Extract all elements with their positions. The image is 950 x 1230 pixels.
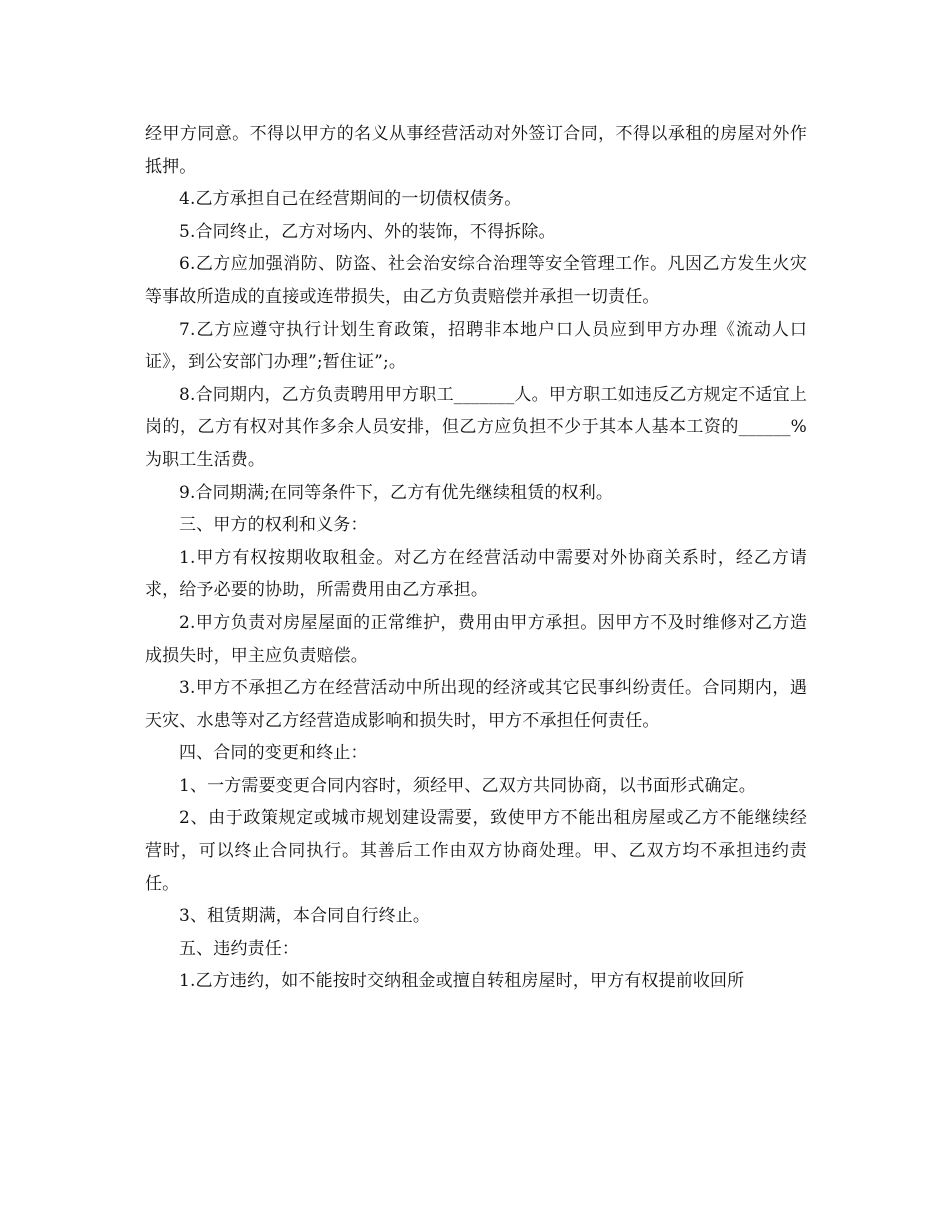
paragraph-clause-5: 5.合同终止，乙方对场内、外的装饰，不得拆除。: [179, 221, 556, 242]
paragraph-clause-9: 9.合同期满;在同等条件下，乙方有优先继续租赁的权利。: [179, 482, 613, 503]
paragraph-clause-8: 8.合同期内，乙方负责聘用甲方职工_______人。甲方职工如违反乙方规定不适宜上岗的，乙方有权对其作多余人员安排，但乙方应负担不少于其本人基本工资的______%为职工生活费。: [145, 384, 807, 470]
paragraph-clause-7: 7.乙方应遵守执行计划生育政策，招聘非本地户口人员应到甲方办理《流动人口证》，到公安部门办理”;暂住证”;。: [145, 319, 807, 373]
section-heading-4: 四、合同的变更和终止：: [179, 743, 368, 764]
paragraph-clause-6: 6.乙方应加强消防、防盗、社会治安综合治理等安全管理工作。凡因乙方发生火灾等事故所造成的直接或连带损失，由乙方负责赔偿并承担一切责任。: [145, 254, 807, 307]
document-body: [145, 118, 807, 998]
paragraph-change-3: 3、租赁期满，本合同自行终止。: [179, 906, 431, 927]
paragraph-party-a-2: 2.甲方负责对房屋屋面的正常维护，费用由甲方承担。因甲方不及时维修对乙方造成损失时，甲主应负责赔偿。: [145, 612, 807, 666]
paragraph-breach-1: 1.乙方违约，如不能按时交纳租金或擅自转租房屋时，甲方有权提前收回所: [179, 971, 745, 992]
paragraph-party-a-3: 3.甲方不承担乙方在经营活动中所出现的经济或其它民事纠纷责任。合同期内，遇天灾、水患等对乙方经营造成影响和损失时，甲方不承担任何责任。: [145, 678, 807, 731]
paragraph-clause-4: 4.乙方承担自己在经营期间的一切债权债务。: [179, 189, 522, 210]
paragraph-party-a-1: 1.甲方有权按期收取租金。对乙方在经营活动中需要对外协商关系时，经乙方请求，给予必要的协助，所需费用由乙方承担。: [145, 547, 807, 601]
section-heading-3: 三、甲方的权利和义务：: [179, 515, 368, 536]
paragraph-change-1: 1、一方需要变更合同内容时，须经甲、乙双方共同协商，以书面形式确定。: [179, 775, 756, 796]
section-heading-5: 五、违约责任：: [179, 938, 300, 959]
paragraph-continued: 经甲方同意。不得以甲方的名义从事经营活动对外签订合同，不得以承租的房屋对外作抵押。: [145, 124, 807, 177]
paragraph-change-2: 2、由于政策规定或城市规划建设需要，致使甲方不能出租房屋或乙方不能继续经营时，可以终止合同执行。其善后工作由双方协商处理。甲、乙双方均不承担违约责任。: [145, 808, 807, 894]
